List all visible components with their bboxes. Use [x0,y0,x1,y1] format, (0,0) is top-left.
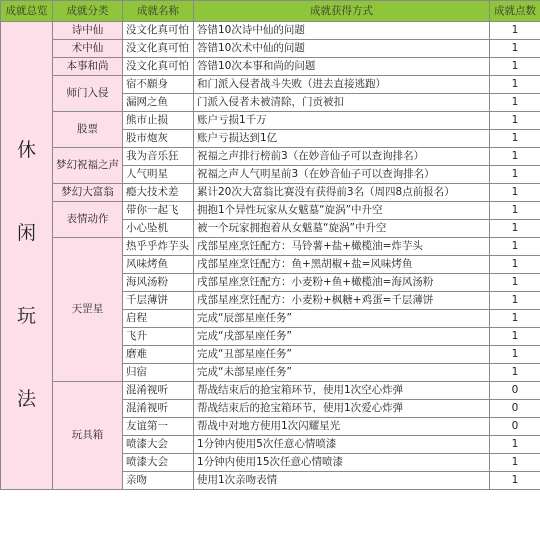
achievement-name-cell: 归宿 [123,364,194,382]
table-row [1,238,540,256]
main-category-char: 闲 [16,222,36,244]
achievement-method-cell: 完成“戌部星座任务” [194,328,490,346]
table-row [1,202,540,220]
table-row [1,76,540,94]
achievement-method-cell: 帮战结束后的抢宝箱环节，使用1次空心炸弹 [194,382,490,400]
achievement-points-cell: 0 [490,418,540,436]
category-cell: 诗中仙 [53,22,123,40]
category-cell: 股票 [53,112,123,148]
achievement-points-cell: 1 [490,40,540,58]
achievement-name-cell: 喷漆大会 [123,454,194,472]
achievement-method-cell: 被一个玩家拥抱着从女魃墓“旋涡”中升空 [194,220,490,238]
category-cell: 本事和尚 [53,58,123,76]
achievement-method-cell: 账户亏损1千万 [194,112,490,130]
achievement-points-cell: 1 [490,220,540,238]
header-row [1,1,540,22]
achievement-method-cell: 和门派入侵者战斗失败（进去直接逃跑） [194,76,490,94]
achievement-name-cell: 带你一起飞 [123,202,194,220]
achievement-method-cell: 1分钟内使用15次任意心情喷漆 [194,454,490,472]
achievement-method-cell: 完成“辰部星座任务” [194,310,490,328]
achievement-name-cell: 宿不願身 [123,76,194,94]
achievement-method-cell: 答错10次本事和尚的问题 [194,58,490,76]
achievement-method-cell: 门派入侵者未被清除，门贡被扣 [194,94,490,112]
achievement-points-cell: 1 [490,58,540,76]
achievement-points-cell: 1 [490,166,540,184]
header-method: 成就获得方式 [194,1,490,22]
table-row [1,184,540,202]
achievement-points-cell: 1 [490,202,540,220]
achievement-points-cell: 1 [490,76,540,94]
table-row [1,58,540,76]
achievement-name-cell: 海风汤粉 [123,274,194,292]
achievement-points-cell: 1 [490,292,540,310]
main-category-char: 休 [16,139,36,161]
achievement-name-cell: 混淆视听 [123,400,194,418]
header-overview: 成就总览 [1,1,53,22]
achievement-name-cell: 热乎乎炸芋头 [123,238,194,256]
achievement-points-cell: 1 [490,256,540,274]
achievement-name-cell: 亲吻 [123,472,194,490]
achievement-name-cell: 人气明星 [123,166,194,184]
achievement-points-cell: 1 [490,436,540,454]
category-cell: 天罡星 [53,238,123,382]
achievement-name-cell: 没文化真可怕 [123,40,194,58]
achievement-points-cell: 1 [490,346,540,364]
achievement-name-cell: 股市炮灰 [123,130,194,148]
category-cell: 玩具箱 [53,382,123,490]
achievement-method-cell: 使用1次亲吻表情 [194,472,490,490]
achievement-method-cell: 答错10次诗中仙的问题 [194,22,490,40]
achievement-points-cell: 1 [490,184,540,202]
achievement-name-cell: 飞升 [123,328,194,346]
achievement-points-cell: 0 [490,400,540,418]
table-row [1,148,540,166]
achievement-points-cell: 1 [490,454,540,472]
achievement-method-cell: 戌部星座烹饪配方：马铃薯+盐+橄榄油=炸芋头 [194,238,490,256]
achievement-points-cell: 1 [490,94,540,112]
achievement-points-cell: 1 [490,310,540,328]
achievement-points-cell: 1 [490,130,540,148]
achievement-points-cell: 1 [490,364,540,382]
achievement-method-cell: 戌部星座烹饪配方：鱼+黑胡椒+盐=风味烤鱼 [194,256,490,274]
achievement-points-cell: 1 [490,112,540,130]
achievement-name-cell: 混淆视听 [123,382,194,400]
achievement-method-cell: 帮战中对地方使用1次闪耀星光 [194,418,490,436]
header-name: 成就名称 [123,1,194,22]
category-cell: 术中仙 [53,40,123,58]
achievement-points-cell: 1 [490,328,540,346]
table-body [1,22,540,490]
main-category-char: 玩 [16,305,36,327]
achievement-name-cell: 漏网之鱼 [123,94,194,112]
header-points: 成就点数 [490,1,540,22]
category-cell: 表情动作 [53,202,123,238]
achievement-points-cell: 1 [490,238,540,256]
achievement-name-cell: 没文化真可怕 [123,22,194,40]
main-category-char: 法 [16,388,36,410]
achievement-points-cell: 0 [490,382,540,400]
achievement-method-cell: 拥抱1个异性玩家从女魃墓“旋涡”中升空 [194,202,490,220]
achievement-method-cell: 完成“丑部星座任务” [194,346,490,364]
category-cell: 梦幻祝福之声 [53,148,123,184]
achievement-name-cell: 瘾大技术差 [123,184,194,202]
table-row [1,112,540,130]
header-category: 成就分类 [53,1,123,22]
table-row [1,382,540,400]
achievement-method-cell: 1分钟内使用5次任意心情喷漆 [194,436,490,454]
category-cell: 梦幻大富翁 [53,184,123,202]
achievement-points-cell: 1 [490,148,540,166]
achievement-points-cell: 1 [490,472,540,490]
achievement-method-cell: 完成“未部星座任务” [194,364,490,382]
achievement-points-cell: 1 [490,22,540,40]
category-cell: 师门入侵 [53,76,123,112]
achievement-name-cell: 小心坠机 [123,220,194,238]
table-row [1,40,540,58]
achievement-name-cell: 启程 [123,310,194,328]
achievement-name-cell: 喷漆大会 [123,436,194,454]
achievement-method-cell: 帮战结束后的抢宝箱环节，使用1次爱心炸弹 [194,400,490,418]
achievement-name-cell: 磨难 [123,346,194,364]
achievement-method-cell: 祝福之声人气明星前3（在妙音仙子可以查询排名） [194,166,490,184]
achievement-name-cell: 友谊第一 [123,418,194,436]
achievement-method-cell: 账户亏损达到1亿 [194,130,490,148]
achievement-method-cell: 戌部星座烹饪配方：小麦粉+枫糖+鸡蛋=千层薄饼 [194,292,490,310]
achievement-method-cell: 戌部星座烹饪配方：小麦粉+鱼+橄榄油=海风汤粉 [194,274,490,292]
achievement-method-cell: 祝福之声排行榜前3（在妙音仙子可以查询排名） [194,148,490,166]
achievement-method-cell: 累计20次大富翁比赛没有获得前3名（周四8点前报名） [194,184,490,202]
achievement-name-cell: 熊市止损 [123,112,194,130]
table-row [1,22,540,40]
achievement-name-cell: 没文化真可怕 [123,58,194,76]
achievement-name-cell: 我为音乐狂 [123,148,194,166]
achievement-name-cell: 千层薄饼 [123,292,194,310]
achievement-method-cell: 答错10次术中仙的问题 [194,40,490,58]
main-category-cell [1,22,53,490]
achievement-points-cell: 1 [490,274,540,292]
achievement-name-cell: 风味烤鱼 [123,256,194,274]
